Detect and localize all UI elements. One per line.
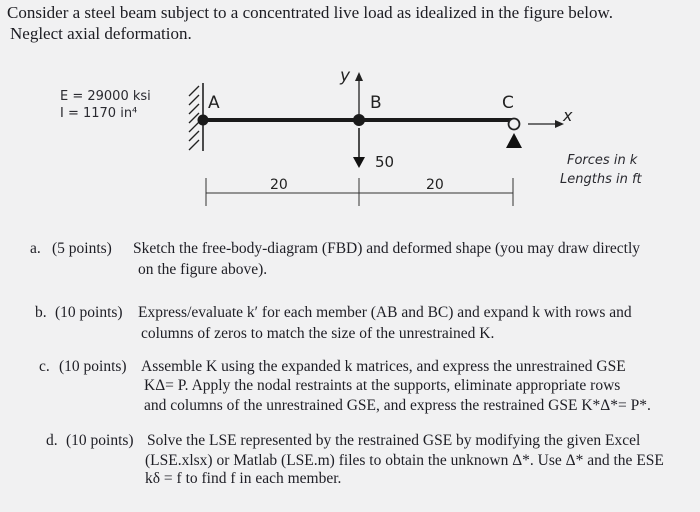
question-d-label: d. — [46, 432, 58, 449]
y-axis-arrowhead — [355, 72, 363, 81]
question-d-line-2: (LSE.xlsx) or Matlab (LSE.m) files to obtain the unknown Δ*. Use Δ* and the ESE — [145, 452, 664, 469]
problem-statement — [7, 2, 690, 44]
question-d-points: (10 points) — [66, 432, 134, 449]
question-c-line-2: KΔ= P. Apply the nodal restraints at the supports, eliminate appropriate rows — [144, 377, 621, 394]
question-b-line-1: Express/evaluate k′ for each member (AB and BC) and expand k with rows and — [138, 304, 632, 321]
forces-unit: Forces in k — [567, 153, 638, 168]
elastic-modulus: E = 29000 ksi — [60, 89, 151, 104]
node-c-label: C — [502, 93, 514, 113]
question-a-points: (5 points) — [52, 240, 112, 257]
question-d-line-1: Solve the LSE represented by the restrained GSE by modifying the given Excel — [147, 432, 641, 449]
span-bc-length: 20 — [426, 177, 444, 193]
span-ab-length: 20 — [270, 177, 288, 193]
question-b-label: b. — [35, 304, 47, 321]
pin-support-c — [506, 119, 522, 149]
moment-of-inertia: I = 1170 in⁴ — [60, 106, 138, 121]
units-note — [560, 151, 670, 189]
question-d-line-3: kδ = f to find f in each member. — [145, 470, 342, 487]
question-a-line-2: on the figure above). — [138, 261, 268, 278]
node-a-dot — [198, 115, 209, 126]
dimension-line — [206, 178, 513, 206]
load-value: 50 — [375, 153, 395, 171]
question-c-points: (10 points) — [59, 358, 127, 375]
node-a-label: A — [208, 93, 220, 113]
load-arrowhead — [353, 157, 365, 168]
question-b-points: (10 points) — [55, 304, 123, 321]
y-axis-label: y — [340, 66, 351, 86]
intro-line-2: Neglect axial deformation. — [10, 24, 192, 43]
question-b-line-2: columns of zeros to match the size of the unrestrained K. — [141, 325, 495, 342]
node-b-label: B — [370, 93, 382, 113]
beam-figure — [0, 60, 700, 220]
question-a-label: a. — [30, 240, 41, 257]
question-c-line-1: Assemble K using the expanded k matrices, and express the unrestrained GSE — [141, 358, 626, 375]
x-axis-label: x — [563, 106, 573, 125]
question-c-label: c. — [39, 358, 50, 375]
lengths-unit: Lengths in ft — [560, 172, 642, 187]
question-a-line-1: Sketch the free-body-diagram (FBD) and deformed shape (you may draw directly — [133, 240, 641, 257]
question-c-line-3: and columns of the unrestrained GSE, and express the restrained GSE K*Δ*= P*. — [144, 397, 651, 414]
intro-line-1: Consider a steel beam subject to a concentrated live load as idealized in the figure below. — [7, 3, 613, 22]
